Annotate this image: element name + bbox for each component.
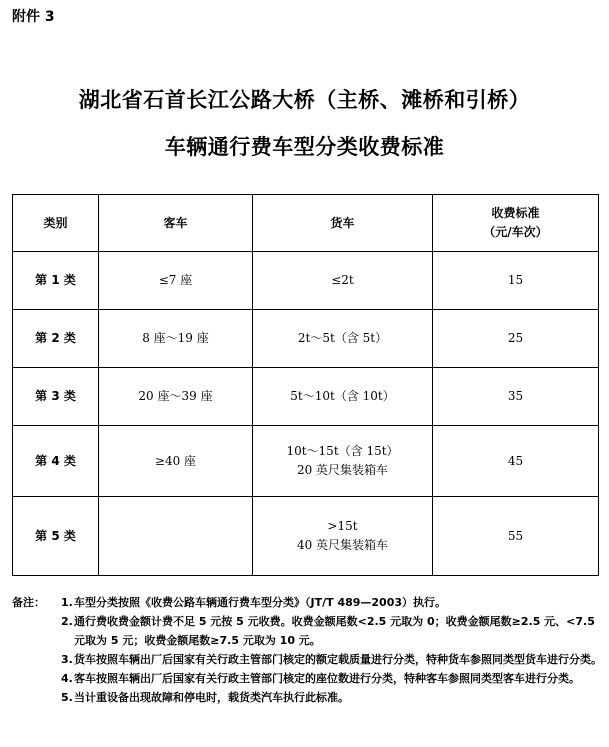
freight-cell: 5t～10t（含 10t） <box>253 368 433 426</box>
note-item <box>12 669 602 688</box>
table-row <box>13 426 599 497</box>
freight-weight: >15t <box>327 519 358 534</box>
header-fee-line2: （元/车次） <box>483 225 548 239</box>
freight-cell: 2t～5t（含 5t） <box>253 310 433 368</box>
attachment-label: 附件 3 <box>12 9 55 25</box>
note-item <box>12 688 602 707</box>
freight-container: 20 英尺集装箱车 <box>296 463 389 477</box>
note-number: 1. <box>61 596 73 609</box>
table-row <box>13 368 599 426</box>
fee-table <box>12 194 599 576</box>
category-cell: 第 5 类 <box>13 497 99 576</box>
category-cell: 第 2 类 <box>13 310 99 368</box>
note-text: 当计重设备出现故障和停电时，载货类汽车执行此标准。 <box>74 691 349 704</box>
table-header-row <box>13 195 599 252</box>
note-number: 2. <box>61 615 73 628</box>
category-cell: 第 1 类 <box>13 252 99 310</box>
note-item <box>12 612 602 650</box>
category-cell: 第 3 类 <box>13 368 99 426</box>
fee-cell: 25 <box>433 310 599 368</box>
header-passenger: 客车 <box>99 195 253 252</box>
freight-container: 40 英尺集装箱车 <box>296 538 389 552</box>
note-number: 4. <box>61 672 73 685</box>
header-freight: 货车 <box>253 195 433 252</box>
document-subtitle: 车辆通行费车型分类收费标准 <box>164 135 445 159</box>
notes-prefix: 备注： <box>12 596 45 609</box>
table-row <box>13 252 599 310</box>
fee-cell: 35 <box>433 368 599 426</box>
note-text: 客车按照车辆出厂后国家有关行政主管部门核定的座位数进行分类，特种客车参照同类型客车进行分类。 <box>74 672 580 685</box>
fee-cell: 55 <box>433 497 599 576</box>
table-row <box>13 310 599 368</box>
note-text: 车型分类按照《收费公路车辆通行费车型分类》（JT/T 489—2003）执行。 <box>74 596 447 609</box>
note-item <box>12 650 602 669</box>
fee-cell: 45 <box>433 426 599 497</box>
category-cell: 第 4 类 <box>13 426 99 497</box>
header-fee <box>433 195 599 252</box>
table-row <box>13 497 599 576</box>
passenger-cell <box>99 497 253 576</box>
header-category: 类别 <box>13 195 99 252</box>
note-number: 3. <box>61 653 73 666</box>
passenger-cell: ≤7 座 <box>99 252 253 310</box>
note-text: 通行费收费金额计费不足 5 元按 5 元收费。收费金额尾数<2.5 元取为 0；收费金额尾数≥2.5 元、<7.5 元取为 5 元；收费金额尾数≥7.5 元取为 10 元。 <box>74 615 595 647</box>
freight-cell <box>253 426 433 497</box>
freight-weight: 10t～15t（含 15t） <box>286 444 399 459</box>
notes-section <box>12 593 602 707</box>
freight-cell <box>253 497 433 576</box>
passenger-cell: 20 座～39 座 <box>99 368 253 426</box>
passenger-cell: 8 座～19 座 <box>99 310 253 368</box>
note-number: 5. <box>61 691 73 704</box>
document-title: 湖北省石首长江公路大桥（主桥、滩桥和引桥） <box>78 88 531 112</box>
fee-cell: 15 <box>433 252 599 310</box>
note-text: 货车按照车辆出厂后国家有关行政主管部门核定的额定载质量进行分类，特种货车参照同类型货车进行分类。 <box>74 653 602 666</box>
header-fee-line1: 收费标准 <box>491 206 540 221</box>
note-item <box>12 593 602 612</box>
passenger-cell: ≥40 座 <box>99 426 253 497</box>
freight-cell: ≤2t <box>253 252 433 310</box>
